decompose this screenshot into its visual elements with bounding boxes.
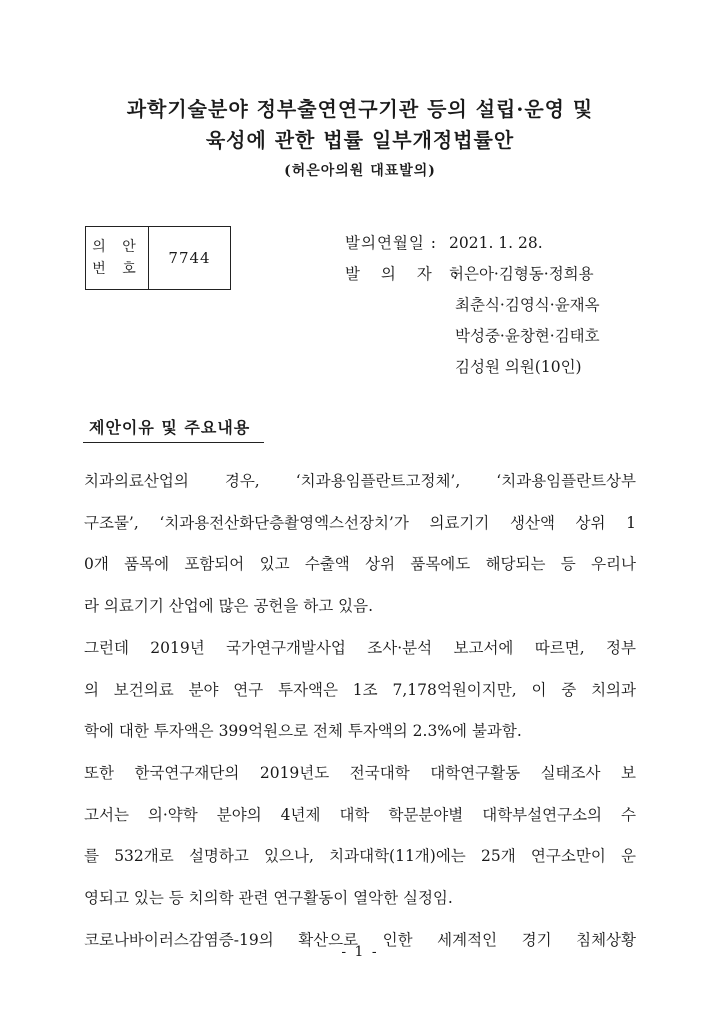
- bill-number-box: [85, 226, 231, 290]
- proposal-date-value: 2021. 1. 28.: [449, 234, 543, 252]
- body-line: 라 의료기기 산업에 많은 공헌을 하고 있음.: [84, 597, 374, 616]
- bill-title-line2: 육성에 관한 법률 일부개정법률안: [205, 128, 515, 152]
- bill-number-label-line1: 의 안: [92, 239, 142, 255]
- bill-title-line1: 과학기술분야 정부출연연구기관 등의 설립·운영 및: [126, 97, 594, 121]
- proposer-label: 발 의 자 :: [345, 265, 466, 283]
- body-line: 영되고 있는 등 치의학 관련 연구활동이 열악한 실정임.: [84, 889, 453, 908]
- section-heading: 제안이유 및 주요내용: [83, 415, 264, 443]
- body-line: 그런데 2019년 국가연구개발사업 조사·분석 보고서에 따르면, 정부: [84, 638, 636, 657]
- body-line: 0개 품목에 포함되어 있고 수출액 상위 품목에도 해당되는 등 우리나: [84, 555, 636, 574]
- bill-number-label-line2: 번 호: [92, 261, 142, 277]
- proposal-date-row: [345, 228, 600, 259]
- page-number: - 1 -: [341, 944, 379, 960]
- body-line: 의 보건의료 분야 연구 투자액은 1조 7,178억원이지만, 이 중 치의과: [84, 680, 636, 699]
- proposer-names: 허은아·김형동·정희용: [449, 265, 594, 283]
- body-line: 고서는 의·약학 분야의 4년제 대학 학문분야별 대학부설연구소의 수: [84, 805, 636, 824]
- bill-sponsor: (허은아의원 대표발의): [284, 163, 436, 179]
- body-line: 또한 한국연구재단의 2019년도 전국대학 대학연구활동 실태조사 보: [84, 763, 636, 782]
- body-line: 코로나바이러스감염증-19의 확산으로 인한 세계적인 경기 침체상황: [84, 930, 636, 949]
- body-line: 구조물’, ‘치과용전산화단층촬영엑스선장치’가 의료기기 생산액 상위 1: [84, 513, 636, 532]
- proposer-names: 김성원 의원(10인): [455, 358, 582, 376]
- bill-number-value: 7744: [168, 249, 211, 267]
- proposal-date-label: 발의연월일 :: [345, 234, 438, 252]
- body-line: 를 532개로 설명하고 있으나, 치과대학(11개)에는 25개 연구소만이 운: [84, 847, 636, 866]
- bill-meta: [345, 228, 600, 383]
- proposer-row: [345, 259, 600, 290]
- body-line: 치과의료산업의 경우, ‘치과용임플란트고정체’, ‘치과용임플란트상부: [84, 472, 636, 490]
- body-text: [84, 461, 636, 961]
- body-line: 학에 대한 투자액은 399억원으로 전체 투자액의 2.3%에 불과함.: [84, 722, 522, 741]
- bill-number-label: [86, 227, 149, 289]
- proposer-names: 최춘식·김영식·윤재옥: [455, 296, 600, 314]
- proposer-names: 박성중·윤창현·김태호: [455, 327, 600, 345]
